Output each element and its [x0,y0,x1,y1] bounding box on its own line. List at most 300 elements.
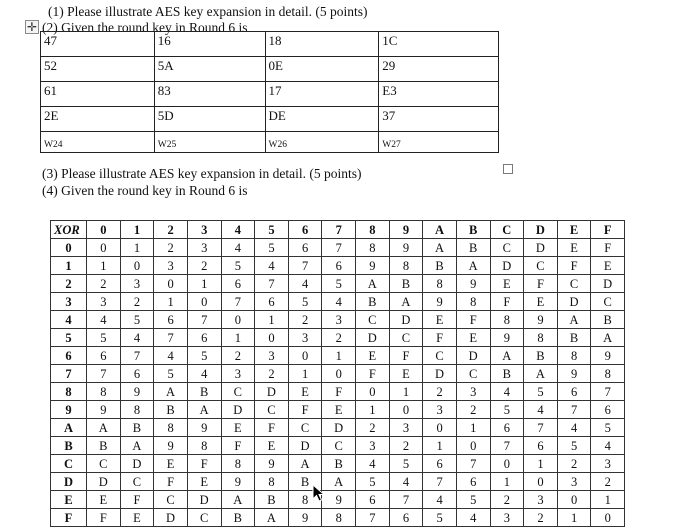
xor-cell: D [423,365,457,383]
xor-cell: A [557,311,591,329]
round-key-cell: 17 [265,82,379,107]
xor-row-header: 2 [51,275,87,293]
xor-cell: 3 [154,257,188,275]
xor-cell: 1 [322,347,356,365]
xor-cell: C [187,509,221,527]
xor-cell: 8 [288,491,322,509]
xor-cell: B [423,257,457,275]
xor-cell: 0 [120,257,154,275]
move-cross-icon[interactable]: ✛ [26,20,38,34]
xor-cell: A [423,239,457,257]
xor-cell: 1 [87,257,121,275]
xor-cell: 9 [322,491,356,509]
xor-cell: 4 [389,473,423,491]
xor-cell: 4 [591,437,625,455]
xor-cell: C [288,419,322,437]
xor-cell: B [288,473,322,491]
round-key-cell: 5A [154,57,265,82]
xor-cell: C [255,401,289,419]
xor-cell: 1 [423,437,457,455]
xor-column-header: D [524,221,558,239]
xor-cell: 2 [288,311,322,329]
xor-cell: C [490,239,524,257]
xor-cell: 2 [154,239,188,257]
xor-cell: 5 [288,293,322,311]
xor-cell: C [423,347,457,365]
xor-cell: 9 [221,473,255,491]
xor-cell: A [120,437,154,455]
xor-cell: 9 [524,311,558,329]
xor-cell: 5 [187,347,221,365]
xor-column-header: 9 [389,221,423,239]
word-label: W26 [265,132,379,153]
xor-cell: 6 [490,419,524,437]
question-1: (1) Please illustrate AES key expansion in detail. (5 points) [48,4,368,19]
xor-cell: B [591,311,625,329]
xor-cell: A [524,365,558,383]
xor-cell: 8 [221,455,255,473]
xor-cell: 7 [221,293,255,311]
xor-cell: A [288,455,322,473]
xor-cell: 7 [255,275,289,293]
xor-cell: 1 [524,455,558,473]
xor-cell: 5 [524,383,558,401]
xor-cell: 3 [524,491,558,509]
xor-cell: 0 [557,491,591,509]
xor-cell: 0 [456,437,490,455]
xor-cell: D [557,293,591,311]
xor-cell: A [490,347,524,365]
xor-cell: 6 [524,437,558,455]
xor-cell: 8 [490,311,524,329]
xor-row [51,491,625,509]
xor-cell: 4 [490,383,524,401]
xor-cell: 0 [87,239,121,257]
xor-cell: F [221,437,255,455]
xor-cell: 7 [356,509,390,527]
xor-row [51,365,625,383]
xor-row [51,311,625,329]
xor-cell: 0 [187,293,221,311]
xor-cell: 6 [120,365,154,383]
xor-cell: 2 [423,383,457,401]
xor-cell: 7 [154,329,188,347]
xor-cell: 5 [154,365,188,383]
xor-cell: 9 [490,329,524,347]
xor-cell: 4 [87,311,121,329]
xor-cell: B [389,275,423,293]
xor-cell: 3 [356,437,390,455]
xor-cell: D [255,383,289,401]
xor-cell: 4 [187,365,221,383]
xor-cell: 0 [154,275,188,293]
xor-row-header: 7 [51,365,87,383]
round-key-row [41,82,499,107]
xor-row-header: F [51,509,87,527]
xor-cell: E [255,437,289,455]
xor-cell: 8 [524,329,558,347]
xor-cell: 8 [87,383,121,401]
xor-cell: 3 [591,455,625,473]
round-key-cell: 5D [154,107,265,132]
xor-cell: 8 [322,509,356,527]
xor-row [51,257,625,275]
xor-cell: F [255,419,289,437]
xor-cell: E [154,455,188,473]
xor-column-header: E [557,221,591,239]
xor-cell: 7 [120,347,154,365]
xor-cell: A [255,509,289,527]
xor-cell: 1 [120,239,154,257]
xor-cell: 1 [456,419,490,437]
xor-cell: 1 [154,293,188,311]
xor-cell: 6 [456,473,490,491]
xor-cell: A [456,257,490,275]
xor-cell: 5 [557,437,591,455]
xor-cell: D [187,491,221,509]
xor-cell: B [187,383,221,401]
xor-cell: 6 [389,509,423,527]
xor-row [51,437,625,455]
xor-cell: D [456,347,490,365]
xor-cell: D [120,455,154,473]
xor-cell: 8 [591,365,625,383]
xor-cell: 5 [490,401,524,419]
xor-cell: 2 [187,257,221,275]
xor-cell: F [322,383,356,401]
xor-cell: 3 [120,275,154,293]
xor-cell: 8 [389,257,423,275]
xor-cell: A [154,383,188,401]
xor-cell: 8 [120,401,154,419]
xor-row [51,473,625,491]
xor-row [51,509,625,527]
xor-cell: E [524,293,558,311]
xor-cell: 4 [557,419,591,437]
xor-cell: B [456,239,490,257]
xor-cell: E [557,239,591,257]
xor-cell: 4 [154,347,188,365]
xor-cell: 0 [524,473,558,491]
xor-cell: 6 [557,383,591,401]
xor-cell: 7 [557,401,591,419]
xor-cell: 5 [356,473,390,491]
xor-row-header: 3 [51,293,87,311]
xor-row [51,293,625,311]
xor-cell: A [322,473,356,491]
xor-cell: 6 [322,257,356,275]
xor-cell: 2 [389,437,423,455]
xor-cell: 8 [154,419,188,437]
xor-cell: D [322,419,356,437]
xor-cell: 4 [456,509,490,527]
xor-cell: A [187,401,221,419]
xor-cell: 0 [255,329,289,347]
xor-cell: E [187,473,221,491]
xor-cell: C [356,311,390,329]
xor-row-header: C [51,455,87,473]
xor-column-header: 4 [221,221,255,239]
resize-handle[interactable] [503,164,513,174]
xor-row-header: A [51,419,87,437]
xor-cell: 3 [221,365,255,383]
xor-cell: 5 [389,455,423,473]
xor-cell: C [389,329,423,347]
xor-cell: 9 [456,275,490,293]
xor-cell: 2 [322,329,356,347]
xor-cell: 8 [187,437,221,455]
xor-cell: F [423,329,457,347]
xor-cell: 5 [322,275,356,293]
xor-cell: F [389,347,423,365]
xor-cell: A [356,275,390,293]
question-3: (3) Please illustrate AES key expansion in detail. (5 points) [42,166,362,181]
xor-cell: 7 [524,419,558,437]
xor-cell: 5 [456,491,490,509]
xor-cell: 2 [591,473,625,491]
xor-cell: C [87,455,121,473]
xor-cell: E [591,257,625,275]
xor-cell: 7 [288,257,322,275]
xor-cell: 4 [423,491,457,509]
xor-row-header: 9 [51,401,87,419]
xor-cell: A [221,491,255,509]
xor-cell: 2 [557,455,591,473]
xor-corner-label: XOR [51,221,87,239]
xor-column-header: 5 [255,221,289,239]
xor-cell: 0 [288,347,322,365]
xor-cell: D [524,239,558,257]
xor-cell: 8 [557,347,591,365]
xor-cell: F [120,491,154,509]
xor-row-header: 4 [51,311,87,329]
xor-cell: B [322,455,356,473]
xor-column-header: 6 [288,221,322,239]
xor-cell: 7 [423,473,457,491]
xor-column-header: B [456,221,490,239]
word-label-row [41,132,499,153]
xor-cell: 2 [120,293,154,311]
xor-cell: D [154,509,188,527]
round-key-row [41,32,499,57]
xor-cell: 9 [87,401,121,419]
xor-cell: 2 [524,509,558,527]
xor-cell: 1 [288,365,322,383]
xor-column-header: 0 [87,221,121,239]
xor-row-header: 6 [51,347,87,365]
round-key-cell: E3 [379,82,499,107]
xor-cell: A [87,419,121,437]
xor-cell: 3 [456,383,490,401]
word-label: W27 [379,132,499,153]
xor-cell: D [87,473,121,491]
xor-cell: B [557,329,591,347]
xor-cell: B [87,437,121,455]
xor-cell: 3 [322,311,356,329]
xor-row-header: 0 [51,239,87,257]
xor-header-row [51,221,625,239]
xor-cell: 5 [221,257,255,275]
xor-table [50,220,625,527]
round-key-cell: 52 [41,57,155,82]
xor-cell: F [524,275,558,293]
xor-cell: 6 [288,239,322,257]
xor-cell: F [87,509,121,527]
xor-cell: 5 [255,239,289,257]
xor-cell: 0 [322,365,356,383]
xor-column-header: 7 [322,221,356,239]
xor-cell: E [120,509,154,527]
xor-cell: 6 [154,311,188,329]
xor-column-header: 3 [187,221,221,239]
xor-cell: 0 [490,455,524,473]
round-key-cell: 1C [379,32,499,57]
xor-row [51,383,625,401]
xor-cell: F [288,401,322,419]
xor-cell: D [591,275,625,293]
xor-cell: D [490,257,524,275]
xor-cell: 4 [120,329,154,347]
xor-cell: 9 [557,365,591,383]
xor-cell: 4 [288,275,322,293]
xor-cell: F [456,311,490,329]
xor-cell: E [322,401,356,419]
xor-cell: F [356,365,390,383]
xor-cell: 8 [456,293,490,311]
word-label: W25 [154,132,265,153]
xor-cell: E [356,347,390,365]
xor-cell: 9 [423,293,457,311]
xor-cell: 5 [591,419,625,437]
xor-row [51,275,625,293]
xor-cell: 1 [389,383,423,401]
xor-cell: 1 [187,275,221,293]
xor-cell: 7 [187,311,221,329]
xor-cell: F [490,293,524,311]
xor-cell: E [221,419,255,437]
xor-cell: 5 [87,329,121,347]
round-key-cell: 0E [265,57,379,82]
xor-cell: B [221,509,255,527]
xor-cell: 3 [255,347,289,365]
xor-row-header: 8 [51,383,87,401]
xor-row [51,239,625,257]
xor-cell: D [288,437,322,455]
xor-cell: E [87,491,121,509]
xor-cell: 7 [389,491,423,509]
xor-row [51,347,625,365]
xor-cell: 7 [456,455,490,473]
xor-column-header: 1 [120,221,154,239]
xor-cell: 9 [120,383,154,401]
xor-cell: E [490,275,524,293]
round-key-cell: 2E [41,107,155,132]
xor-cell: 3 [187,239,221,257]
xor-cell: 2 [356,419,390,437]
xor-cell: F [591,239,625,257]
xor-cell: 0 [221,311,255,329]
xor-cell: 8 [423,275,457,293]
xor-cell: 4 [255,257,289,275]
xor-cell: C [221,383,255,401]
xor-cell: C [591,293,625,311]
xor-cell: 9 [255,455,289,473]
xor-row [51,329,625,347]
xor-cell: 2 [456,401,490,419]
xor-cell: 1 [221,329,255,347]
round-key-cell: 18 [265,32,379,57]
xor-cell: 3 [288,329,322,347]
xor-cell: 8 [356,239,390,257]
xor-cell: 9 [591,347,625,365]
xor-cell: 5 [423,509,457,527]
xor-cell: C [120,473,154,491]
xor-cell: C [154,491,188,509]
xor-column-header: C [490,221,524,239]
xor-cell: 6 [356,491,390,509]
mouse-cursor-icon [312,484,326,502]
xor-cell: F [154,473,188,491]
xor-cell: 6 [255,293,289,311]
xor-cell: D [389,311,423,329]
xor-cell: 7 [490,437,524,455]
xor-cell: B [356,293,390,311]
xor-cell: 3 [87,293,121,311]
xor-cell: 7 [591,383,625,401]
xor-cell: A [389,293,423,311]
xor-cell: 3 [490,509,524,527]
round-key-cell: 37 [379,107,499,132]
word-label: W24 [41,132,155,153]
xor-cell: 0 [423,419,457,437]
xor-cell: 6 [423,455,457,473]
xor-cell: 9 [288,509,322,527]
xor-cell: C [322,437,356,455]
xor-cell: 2 [255,365,289,383]
xor-cell: 3 [557,473,591,491]
xor-cell: B [154,401,188,419]
question-2: (2) Given the round key in Round 6 is [42,20,248,35]
round-key-row [41,107,499,132]
xor-row-header: D [51,473,87,491]
xor-cell: B [490,365,524,383]
xor-cell: 9 [356,257,390,275]
round-key-cell: 61 [41,82,155,107]
question-4: (4) Given the round key in Round 6 is [42,183,248,198]
xor-cell: 4 [221,239,255,257]
xor-cell: E [456,329,490,347]
xor-row [51,401,625,419]
xor-cell: E [288,383,322,401]
xor-cell: 4 [322,293,356,311]
xor-cell: B [524,347,558,365]
xor-row-header: 5 [51,329,87,347]
xor-row-header: B [51,437,87,455]
xor-cell: 0 [389,401,423,419]
xor-row [51,419,625,437]
xor-cell: 2 [87,275,121,293]
xor-cell: 9 [389,239,423,257]
xor-row [51,455,625,473]
xor-cell: 6 [221,275,255,293]
xor-cell: 0 [591,509,625,527]
xor-cell: D [221,401,255,419]
xor-cell: 1 [356,401,390,419]
xor-cell: E [389,365,423,383]
xor-cell: E [423,311,457,329]
round-key-table [40,31,499,153]
xor-column-header: A [423,221,457,239]
